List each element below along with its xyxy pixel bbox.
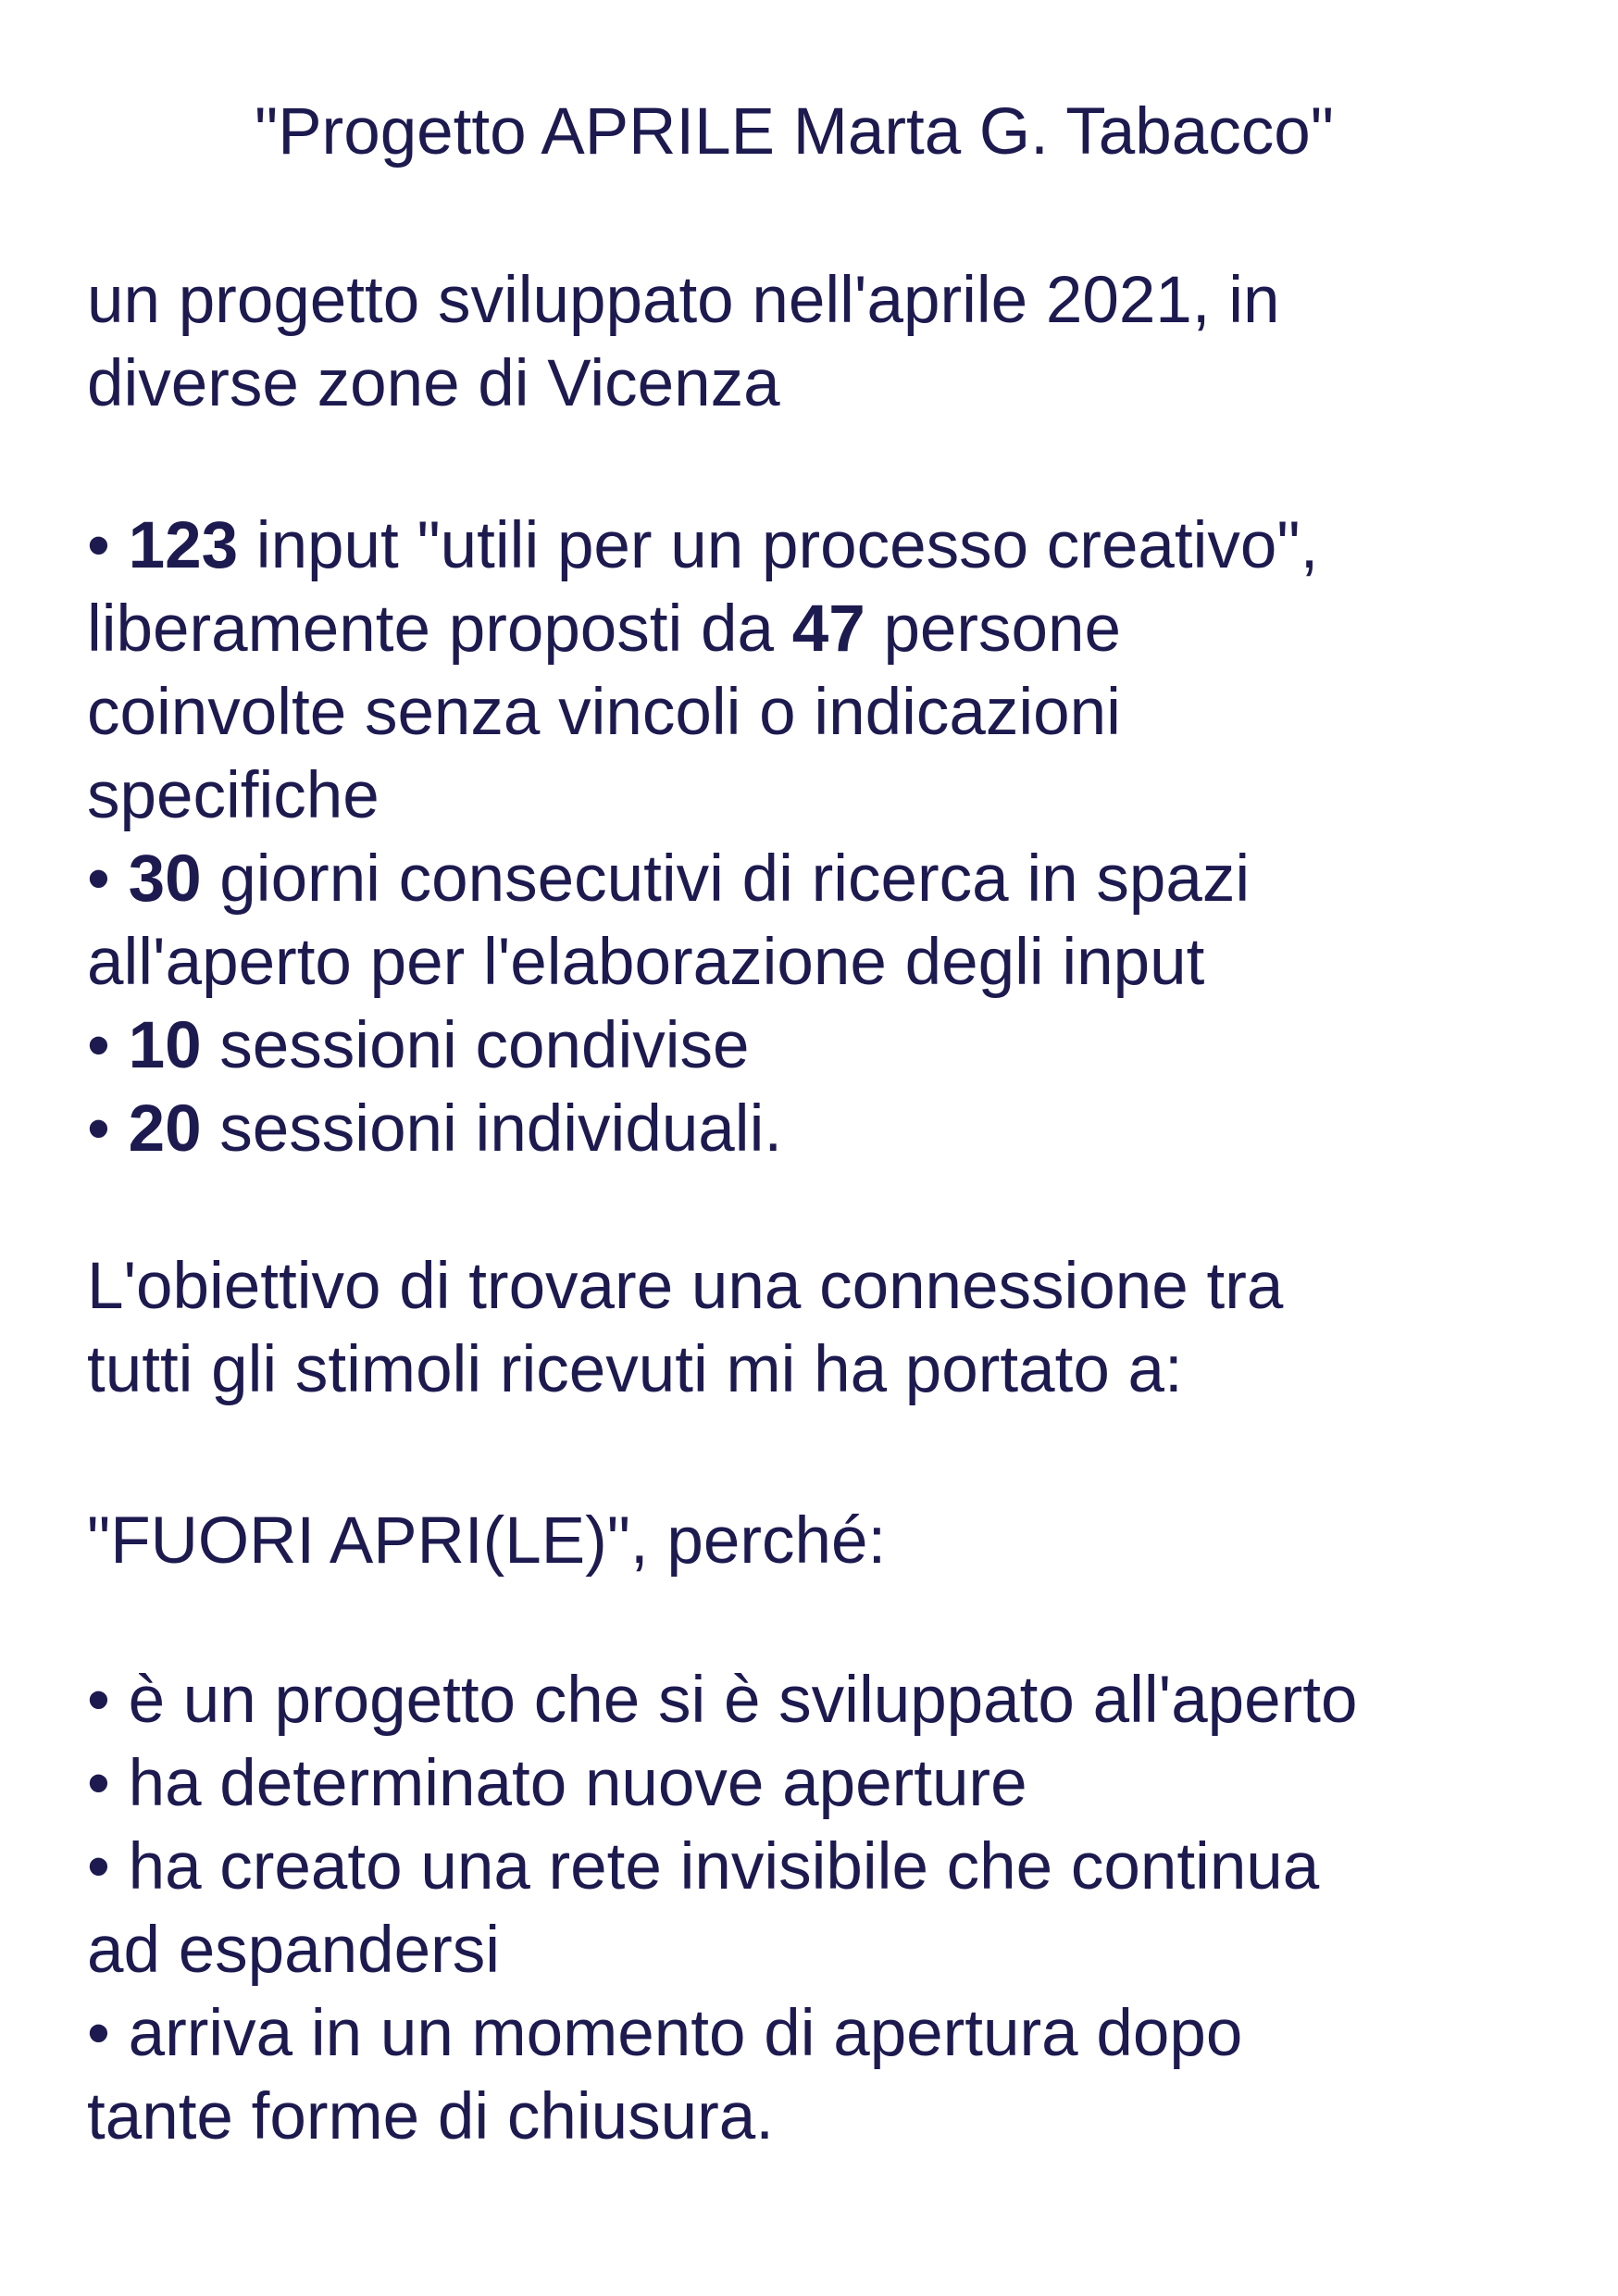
list-item-text: liberamente proposti da — [87, 593, 792, 666]
list-item-text: input "utili per un processo creativo", — [238, 509, 1319, 582]
list-item — [87, 1088, 1587, 1171]
stat-number: 20 — [128, 1092, 202, 1166]
list-item-continuation: specifiche — [87, 759, 380, 832]
bullet: • — [87, 1092, 110, 1166]
reasons-list — [87, 1659, 1587, 2159]
list-item-continuation: all'aperto per l'elaborazione degli input — [87, 926, 1205, 999]
list-item — [87, 1004, 1587, 1088]
objective-paragraph — [87, 1245, 1587, 1412]
bullet: • — [87, 1009, 110, 1082]
list-item: • è un progetto che si è sviluppato all'aperto — [87, 1664, 1358, 1737]
list-item-continuation: coinvolte senza vincoli o indicazioni — [87, 676, 1121, 749]
document-title: "Progetto APRILE Marta G. Tabacco" — [255, 95, 1334, 168]
stat-number: 47 — [791, 593, 865, 666]
intro-paragraph — [87, 259, 1587, 426]
list-item-text: giorni consecutivi di ricerca in spazi — [201, 842, 1251, 916]
stats-list — [87, 505, 1587, 1171]
project-name-paragraph — [87, 1500, 1587, 1583]
list-item-continuation — [87, 588, 1587, 671]
list-item — [87, 838, 1587, 921]
bullet: • — [87, 842, 110, 916]
list-item: • arriva in un momento di apertura dopo — [87, 1997, 1243, 2070]
list-item-continuation: tante forme di chiusura. — [87, 2080, 774, 2153]
objective-line: L'obiettivo di trovare una connessione tra — [87, 1250, 1284, 1323]
bullet: • — [87, 509, 110, 582]
project-name: "FUORI APRI(LE)", perché: — [87, 1504, 887, 1578]
stat-number: 10 — [128, 1009, 202, 1082]
intro-line: diverse zone di Vicenza — [87, 347, 780, 420]
objective-line: tutti gli stimoli ricevuti mi ha portato a: — [87, 1333, 1183, 1406]
list-item-text: sessioni condivise — [201, 1009, 750, 1082]
list-item: • ha creato una rete invisibile che continua — [87, 1830, 1320, 1903]
stat-number: 123 — [128, 509, 239, 582]
list-item-text: persone — [865, 593, 1122, 666]
list-item: • ha determinato nuove aperture — [87, 1747, 1027, 1820]
list-item-text: sessioni individuali. — [201, 1092, 783, 1166]
list-item — [87, 505, 1587, 588]
list-item-continuation: ad espandersi — [87, 1914, 501, 1987]
stat-number: 30 — [128, 842, 202, 916]
intro-line: un progetto sviluppato nell'aprile 2021, in — [87, 264, 1280, 337]
